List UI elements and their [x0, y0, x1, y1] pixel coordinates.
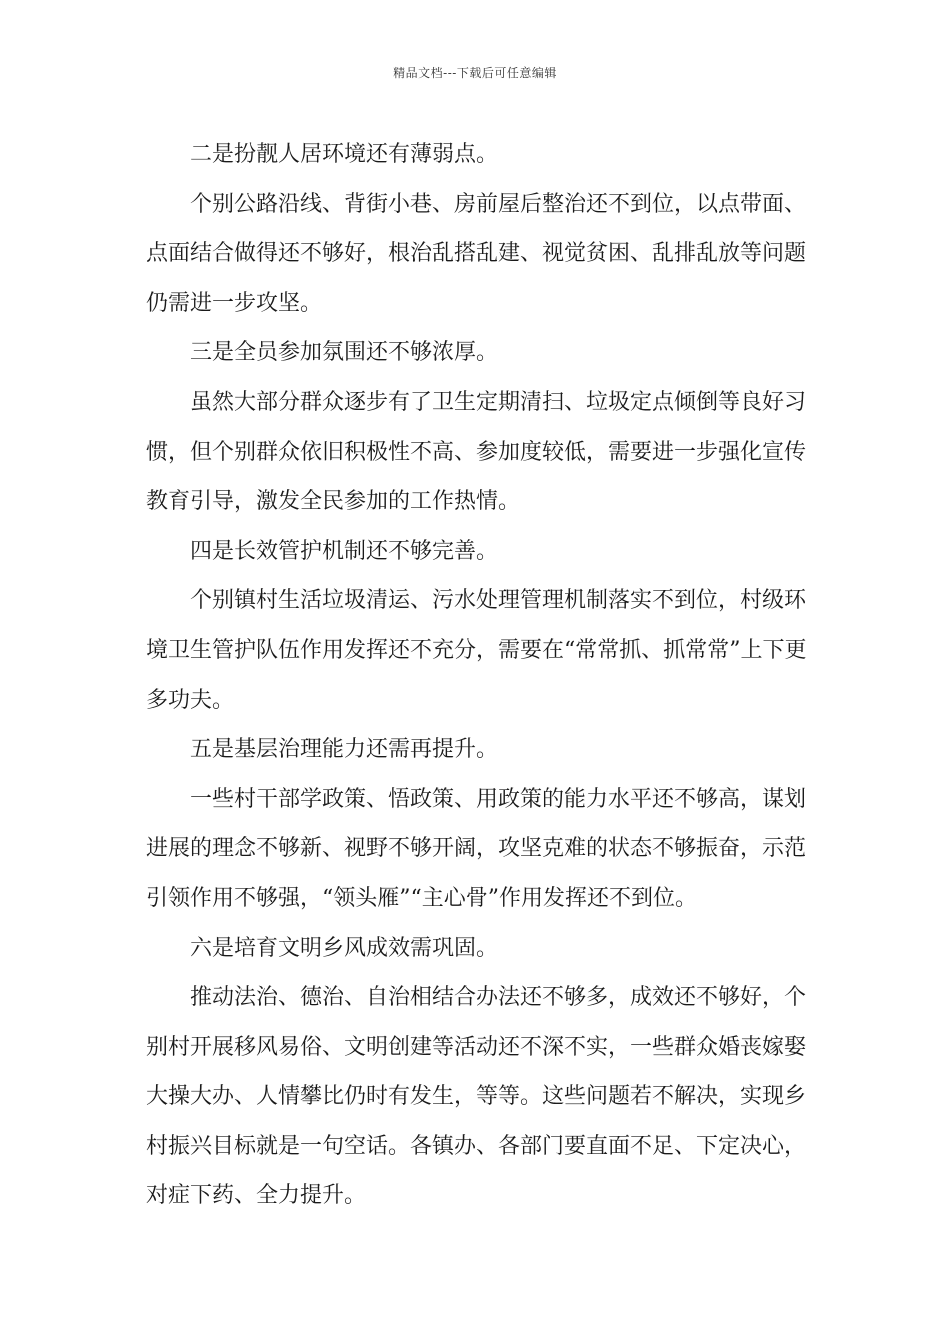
paragraph-body: 一些村干部学政策、悟政策、用政策的能力水平还不够高，谋划进展的理念不够新、视野不够开阔，攻坚克难的状态不够振奋，示范引领作用不够强，“领头雁”“主心骨”作用发挥还不到位。	[146, 786, 807, 911]
paragraph-body: 个别公路沿线、背街小巷、房前屋后整治还不到位，以点带面、点面结合做得还不够好，根治乱搭乱建、视觉贫困、乱排乱放等问题仍需进一步攻坚。	[146, 191, 807, 316]
paragraph-heading-5: 五是基层治理能力还需再提升。	[190, 737, 499, 763]
paragraph-body: 个别镇村生活垃圾清运、污水处理管理机制落实不到位，村级环境卫生管护队伍作用发挥还不充分，需要在“常常抓、抓常常”上下更多功夫。	[146, 588, 807, 713]
document-body	[146, 130, 826, 1221]
page-header: 精品文档---下载后可任意编辑	[393, 66, 557, 80]
paragraph-body: 虽然大部分群众逐步有了卫生定期清扫、垃圾定点倾倒等良好习惯，但个别群众依旧积极性不高、参加度较低，需要进一步强化宣传教育引导，激发全民参加的工作热情。	[146, 389, 807, 515]
paragraph-body: 推动法治、德治、自治相结合办法还不够多，成效还不够好，个别村开展移风易俗、文明创建等活动还不深不实，一些群众婚丧嫁娶大操大办、人情攀比仍时有发生，等等。这些问题若不解决，实现乡村振兴目标就是一句空话。各镇办、各部门要直面不足、下定决心，对症下药、全力提升。	[146, 985, 807, 1209]
paragraph-heading-4: 四是长效管护机制还不够完善。	[190, 538, 499, 564]
paragraph-heading-2: 二是扮靓人居环境还有薄弱点。	[190, 142, 499, 167]
paragraph-heading-6: 六是培育文明乡风成效需巩固。	[190, 935, 499, 961]
paragraph-heading-3: 三是全员参加氛围还不够浓厚。	[190, 340, 499, 366]
